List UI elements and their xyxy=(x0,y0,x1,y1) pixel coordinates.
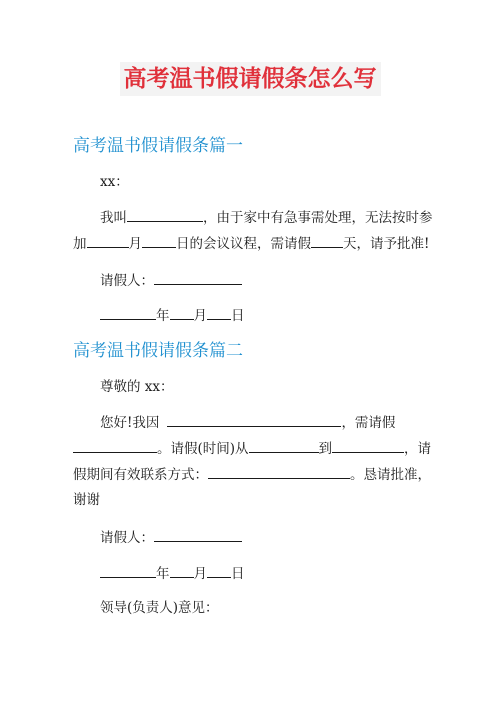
leader-opinion-line: 领导(负责人)意见： xyxy=(100,600,219,616)
text-segment: ，由于家中有急事需处理，无法按时参 xyxy=(203,210,433,226)
text-segment: 。恳请批准， xyxy=(350,467,431,483)
from-date-blank xyxy=(249,438,319,453)
month-label: 月 xyxy=(193,308,207,324)
text-segment: 。请假(时间)从 xyxy=(157,441,249,457)
text-segment: 加 xyxy=(73,236,87,252)
month-label: 月 xyxy=(193,566,207,582)
text-segment: 月 xyxy=(128,236,142,252)
day-blank xyxy=(142,233,176,248)
month-blank xyxy=(170,305,194,320)
text-segment: 我叫 xyxy=(100,210,127,226)
body-line-6: 谢谢 xyxy=(73,492,100,508)
contact-blank xyxy=(208,464,350,479)
page-title xyxy=(0,62,500,96)
day-blank xyxy=(207,305,231,320)
month-blank xyxy=(87,233,129,248)
body-line-1 xyxy=(100,207,433,228)
day-blank xyxy=(207,563,231,578)
to-date-blank xyxy=(332,438,404,453)
body-line-2 xyxy=(73,233,429,254)
year-blank xyxy=(100,305,156,320)
year-label: 年 xyxy=(156,566,170,582)
year-blank xyxy=(100,563,156,578)
section-heading-2: 高考温书假请假条篇二 xyxy=(73,341,243,361)
day-label: 日 xyxy=(231,308,245,324)
date-line-2 xyxy=(100,563,245,584)
signer-blank xyxy=(154,270,242,285)
text-segment: 到 xyxy=(318,441,333,457)
page-title-text: 高考温书假请假条怎么写 xyxy=(120,62,381,96)
salutation-2: 尊敬的 xx： xyxy=(100,379,174,395)
signer-line-1 xyxy=(100,270,242,291)
name-blank xyxy=(127,207,203,222)
section-heading-1: 高考温书假请假条篇一 xyxy=(73,136,243,156)
body-line-3 xyxy=(100,412,395,433)
signer-label: 请假人： xyxy=(100,530,154,546)
salutation-1: xx： xyxy=(100,174,129,190)
body-line-4 xyxy=(73,438,431,459)
text-segment: 假期间有效联系方式： xyxy=(73,467,208,483)
reason-blank xyxy=(167,412,341,427)
day-label: 日 xyxy=(231,566,245,582)
year-label: 年 xyxy=(156,308,170,324)
text-segment: 天，请予批准! xyxy=(343,236,430,252)
signer-label: 请假人： xyxy=(100,273,154,289)
text-segment: 您好!我因 xyxy=(100,415,160,431)
text-segment: ，需请假 xyxy=(341,415,396,431)
leave-type-blank xyxy=(73,438,157,453)
date-line-1 xyxy=(100,305,245,326)
text-segment: 日的会议议程，需请假 xyxy=(176,236,311,252)
month-blank xyxy=(170,563,194,578)
text-segment: ，请 xyxy=(404,441,432,457)
body-line-5 xyxy=(73,464,431,485)
signer-blank xyxy=(154,527,242,542)
signer-line-2 xyxy=(100,527,242,548)
days-blank xyxy=(311,233,343,248)
